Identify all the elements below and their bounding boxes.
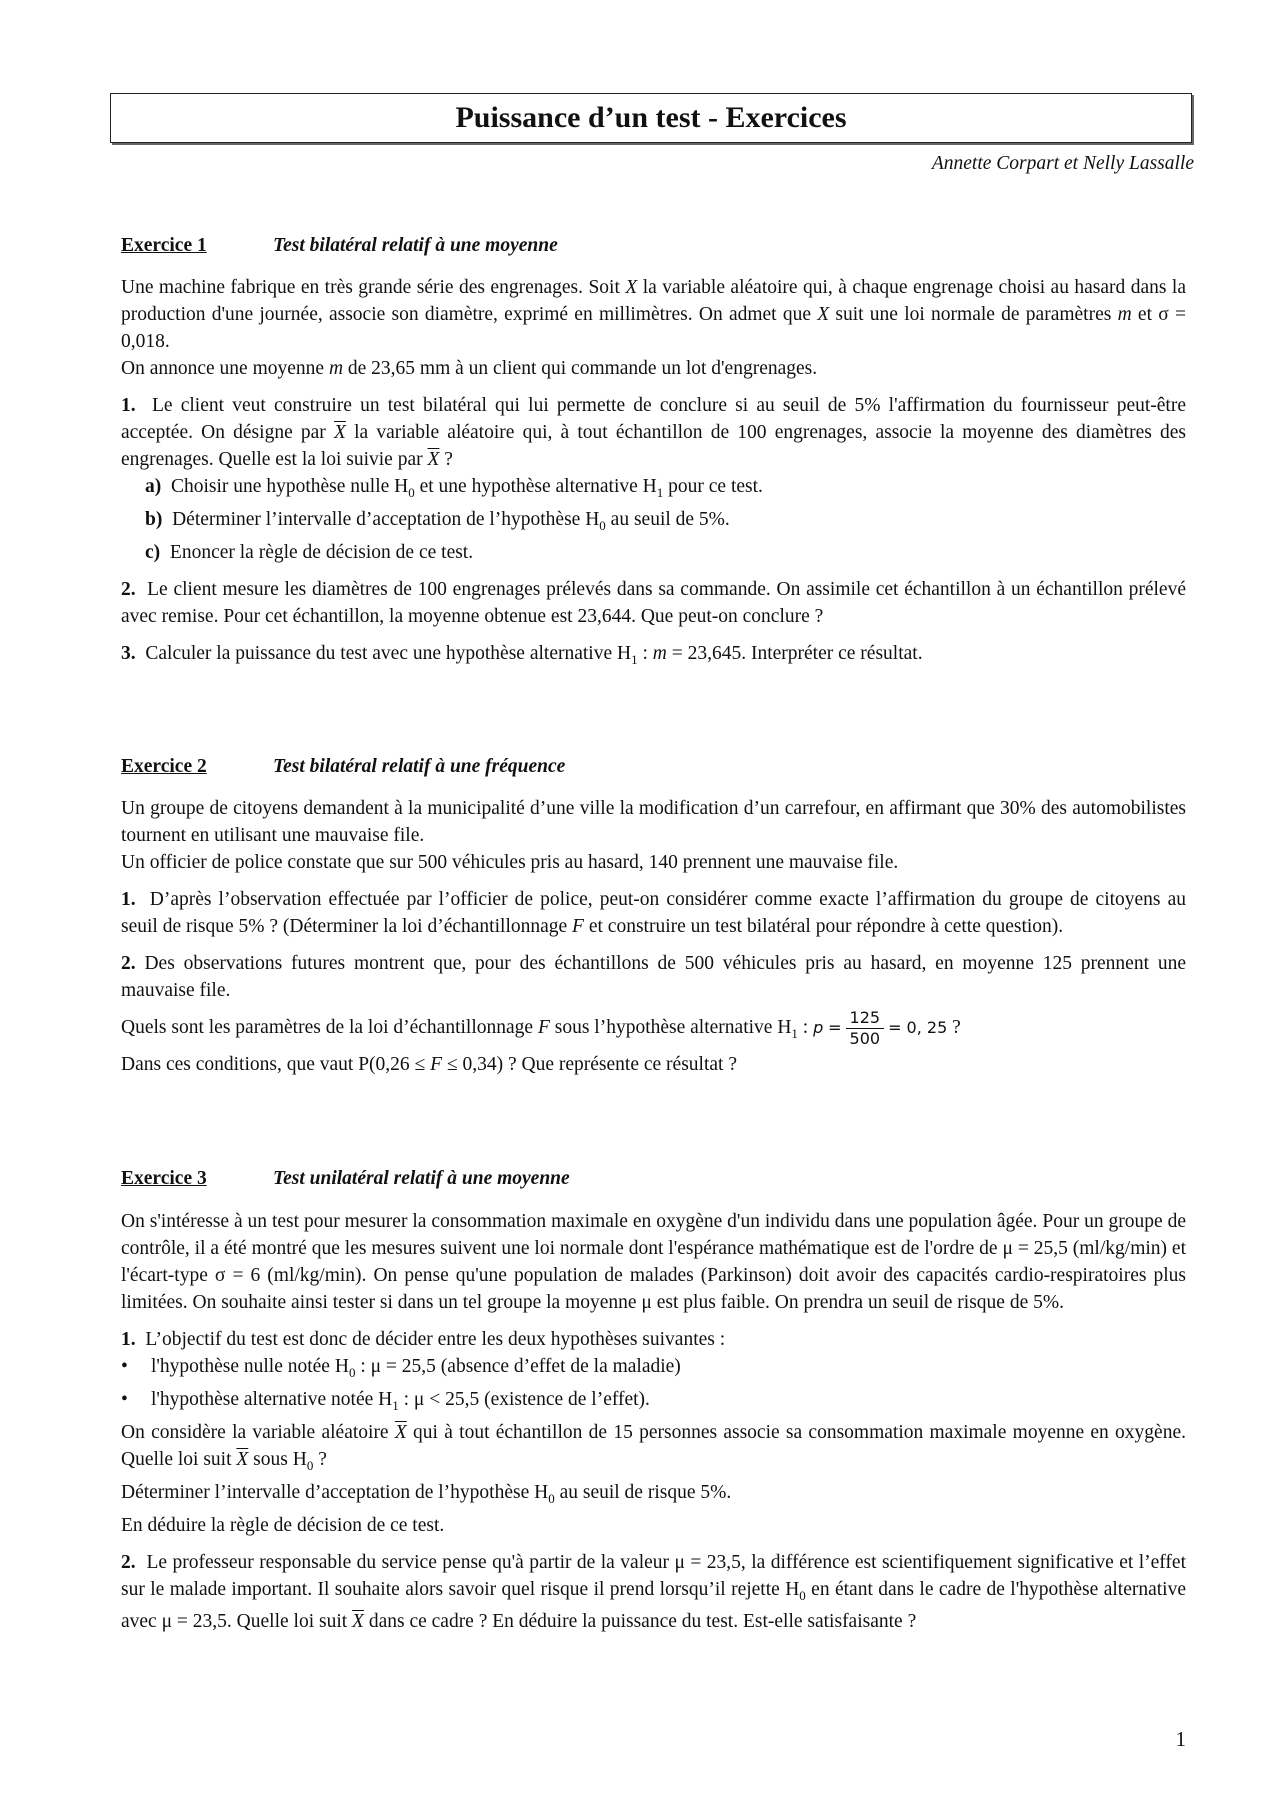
exercise-2-question-2c: Dans ces conditions, que vaut P(0,26 ≤ F ≤ 0,34) ? Que représente ce résultat ? [121, 1054, 737, 1075]
page-number: 1 [1175, 1727, 1186, 1751]
exercise-3-subtitle: Test unilatéral relatif à une moyenne [273, 1168, 570, 1189]
exercise-1-question-2: 2. Le client mesure les diamètres de 100 engrenages prélevés dans sa commande. On assimile cet échantillon à un échantillon prélevé avec remise. Pour cet échantillon, la moyenne obtenue est 23,644. Que peut-on conclure ? [121, 578, 1186, 627]
authors: Annette Corpart et Nelly Lassalle [931, 153, 1194, 174]
exercise-3-number: Exercice 3 [121, 1168, 207, 1189]
exercise-3-bullet-1: • l'hypothèse nulle notée $H_0$ : μ = 25,5 (absence d’effet de la maladie) [121, 1356, 681, 1380]
exercise-2-number: Exercice 2 [121, 756, 207, 777]
fraction-125-500: $\frac{125}{500}$ [846, 1008, 885, 1049]
exercise-2-intro-2: Un officier de police constate que sur 500 véhicules pris au hasard, 140 prennent une mauvaise file. [121, 852, 899, 873]
exercise-1-question-1: 1. Le client veut construire un test bilatéral qui lui permette de conclure si au seuil de 5% l'affirmation du fournisseur peut-être acceptée. On désigne par $\overline{X}$ la variable aléatoire qui, à tout échantillon de 100 engrenages, associe la moyenne des diamètres des engrenages. Quelle est la loi suivie par $\overline{X}$ ? [121, 395, 1186, 470]
page-title: Puissance d’un test - Exercices [110, 93, 1192, 143]
exercise-2-intro: Un groupe de citoyens demandent à la municipalité d’une ville la modification d’un carrefour, en affirmant que 30% des automobilistes tournent en utilisant une mauvaise file. [121, 798, 1186, 846]
exercise-1-heading [121, 235, 558, 257]
exercise-1-question-1c: c) Enoncer la règle de décision de ce test. [145, 541, 474, 563]
exercise-1-intro: Une machine fabrique en très grande série des engrenages. Soit X la variable aléatoire qui, à chaque engrenage choisi au hasard dans la production d'une journée, associe son diamètre, exprimé en millimètres. On admet que X suit une loi normale de paramètres m et σ = 0,018. [121, 277, 1186, 352]
exercise-3-intro: On s'intéresse à un test pour mesurer la consommation maximale en oxygène d'un individu dans une population âgée. Pour un groupe de contrôle, il a été montré que les mesures suivent une loi normale dont l'espérance mathématique est de l'ordre de μ = 25,5 (ml/kg/min) et l'écart-type σ = 6 (ml/kg/min). On pense qu'une population de malades (Parkinson) doit avoir des capacités cardio-respiratoires plus limitées. On souhaite ainsi tester si dans un tel groupe la moyenne μ est plus faible. On prendra un seuil de risque de 5%. [121, 1211, 1186, 1313]
exercise-3-question-2: 2. Le professeur responsable du service pense qu'à partir de la valeur μ = 23,5, la différence est scientifiquement significative et l’effet sur le malade important. Il souhaite alors savoir quel risque il prend lorsqu’il rejette $H_0$ en étant dans le cadre de l'hypothèse alternative avec μ = 23,5. Quelle loi suit $\overline{X}$ dans ce cadre ? En déduire la puissance du test. Est-elle satisfaisante ? [121, 1551, 1186, 1633]
exercise-2-subtitle: Test bilatéral relatif à une fréquence [273, 756, 566, 777]
exercise-2-body [121, 795, 1186, 1078]
exercise-1-question-3: 3. Calculer la puissance du test avec une hypothèse alternative $H_1$ : m = 23,645. Interpréter ce résultat. [121, 642, 923, 667]
exercise-2-question-2: 2. Des observations futures montrent que, pour des échantillons de 500 véhicules pris au hasard, en moyenne 125 prennent une mauvaise file. [121, 953, 1186, 1001]
exercise-3-heading [121, 1168, 570, 1190]
exercise-3-body [121, 1208, 1186, 1635]
exercise-3-question-1c: On considère la variable aléatoire $\overline{X}$ qui à tout échantillon de 15 personnes associe sa consommation maximale moyenne en oxygène. Quelle loi suit $\overline{X}$ sous $H_0$ ? [121, 1421, 1186, 1473]
exercise-2-question-1: 1. D’après l’observation effectuée par l’officier de police, peut-on considérer comme exacte l’affirmation du groupe de citoyens au seuil de risque 5% ? (Déterminer la loi d’échantillonnage F et construire un test bilatéral pour répondre à cette question). [121, 889, 1186, 937]
exercise-2-question-2b: Quels sont les paramètres de la loi d’échantillonnage F sous l’hypothèse alternative $H_1$ : p = $\frac{125}{500}$ = 0, 25 ? [121, 1008, 961, 1048]
exercise-3-question-1e: En déduire la règle de décision de ce test. [121, 1514, 445, 1536]
exercise-2-heading [121, 756, 565, 778]
exercise-1-question-1a: a) Choisir une hypothèse nulle $H_0$ et une hypothèse alternative $H_1$ pour ce test. [145, 476, 763, 500]
exercise-1-intro-2: On annonce une moyenne m de 23,65 mm à un client qui commande un lot d'engrenages. [121, 358, 818, 379]
exercise-3-bullet-2: • l'hypothèse alternative notée $H_1$ : μ < 25,5 (existence de l’effet). [121, 1388, 650, 1413]
exercise-3-question-1d: Déterminer l’intervalle d’acceptation de l’hypothèse $H_0$ au seuil de risque 5%. [121, 1481, 732, 1506]
exercise-1-body [121, 274, 1186, 673]
exercise-1-subtitle: Test bilatéral relatif à une moyenne [273, 235, 558, 256]
exercise-3-question-1: 1. L’objectif du test est donc de décider entre les deux hypothèses suivantes : [121, 1329, 726, 1350]
exercise-1-number: Exercice 1 [121, 235, 207, 256]
exercise-1-question-1b: b) Déterminer l’intervalle d’acceptation de l’hypothèse $H_0$ au seuil de 5%. [145, 508, 730, 533]
